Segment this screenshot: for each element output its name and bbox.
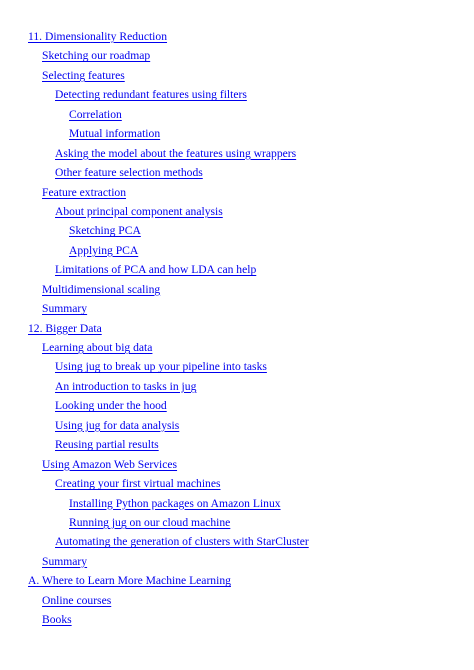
toc-link[interactable]: 12. Bigger Data — [28, 321, 102, 335]
toc-entry — [0, 26, 474, 45]
toc-entry — [0, 182, 474, 201]
toc-entry — [0, 220, 474, 239]
toc-link[interactable]: Applying PCA — [69, 243, 139, 257]
toc-link[interactable]: Correlation — [69, 107, 122, 121]
toc-entry — [0, 298, 474, 317]
toc-link[interactable]: Other feature selection methods — [55, 166, 203, 180]
toc-link[interactable]: Using jug for data analysis — [55, 418, 180, 432]
toc-link[interactable]: Limitations of PCA and how LDA can help — [55, 263, 257, 277]
toc-entry — [0, 65, 474, 84]
toc-entry — [0, 512, 474, 531]
toc-entry — [0, 84, 474, 103]
toc-entry — [0, 123, 474, 142]
toc-link[interactable]: Automating the generation of clusters with StarCluster — [55, 535, 309, 549]
toc-link[interactable]: Feature extraction — [42, 185, 127, 199]
toc-entry — [0, 473, 474, 492]
toc-link[interactable]: Sketching our roadmap — [42, 49, 151, 63]
toc-link[interactable]: Mutual information — [69, 127, 161, 141]
toc-link[interactable]: Asking the model about the features using wrappers — [55, 146, 297, 160]
toc-link[interactable]: Summary — [42, 302, 88, 316]
toc-link[interactable]: Using Amazon Web Services — [42, 457, 178, 471]
toc-link[interactable]: Looking under the hood — [55, 399, 167, 413]
toc-entry — [0, 143, 474, 162]
toc-entry — [0, 415, 474, 434]
toc-entry — [0, 318, 474, 337]
toc-link[interactable]: Selecting features — [42, 68, 125, 82]
toc-link[interactable]: Running jug on our cloud machine — [69, 515, 231, 529]
toc-entry — [0, 240, 474, 259]
toc-entry — [0, 201, 474, 220]
toc-entry — [0, 551, 474, 570]
toc-link[interactable]: Online courses — [42, 593, 112, 607]
toc-entry — [0, 356, 474, 375]
toc-entry — [0, 454, 474, 473]
toc-link[interactable]: 11. Dimensionality Reduction — [28, 30, 168, 43]
toc-entry — [0, 434, 474, 453]
toc-entry — [0, 337, 474, 356]
toc-entry — [0, 376, 474, 395]
toc-entry — [0, 609, 474, 628]
toc-link[interactable]: Detecting redundant features using filters — [55, 88, 247, 102]
toc-link[interactable]: About principal component analysis — [55, 204, 223, 218]
toc-entry — [0, 570, 474, 589]
toc-link[interactable]: Summary — [42, 554, 88, 568]
toc-link[interactable]: Books — [42, 613, 72, 627]
toc-link[interactable]: Reusing partial results — [55, 438, 159, 452]
toc-entry — [0, 395, 474, 414]
toc-link[interactable]: Learning about big data — [42, 341, 153, 354]
toc-link[interactable]: Installing Python packages on Amazon Linux — [69, 496, 281, 510]
toc-entry — [0, 493, 474, 512]
table-of-contents — [0, 26, 474, 629]
toc-link[interactable]: Using jug to break up your pipeline into tasks — [55, 360, 267, 374]
toc-entry — [0, 259, 474, 278]
toc-entry — [0, 279, 474, 298]
toc-link[interactable]: Sketching PCA — [69, 224, 141, 238]
toc-entry — [0, 531, 474, 550]
toc-link[interactable]: An introduction to tasks in jug — [55, 379, 197, 393]
toc-entry — [0, 45, 474, 64]
toc-entry — [0, 104, 474, 123]
toc-entry — [0, 162, 474, 181]
toc-entry — [0, 590, 474, 609]
toc-link[interactable]: A. Where to Learn More Machine Learning — [28, 574, 231, 588]
toc-link[interactable]: Multidimensional scaling — [42, 282, 161, 296]
toc-link[interactable]: Creating your first virtual machines — [55, 477, 221, 491]
